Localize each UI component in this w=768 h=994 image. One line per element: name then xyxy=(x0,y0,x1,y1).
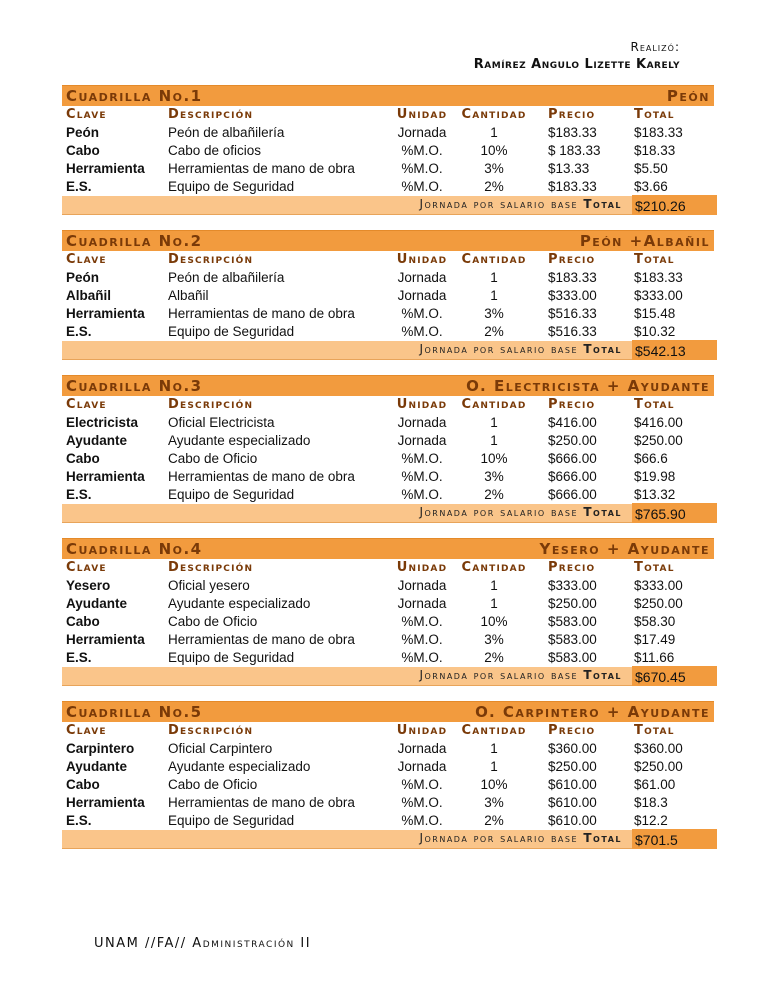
cell-total: $19.98 xyxy=(634,469,676,484)
total-word: Total xyxy=(583,831,622,845)
cell-total: $13.32 xyxy=(634,487,676,502)
col-unidad: Unidad xyxy=(396,252,448,267)
cell-total: $360.00 xyxy=(634,741,683,756)
cell-precio: $610.00 xyxy=(548,795,597,810)
cell-descripcion: Ayudante especializado xyxy=(168,759,311,774)
cell-descripcion: Peón de albañilería xyxy=(168,270,285,285)
cell-precio: $583.00 xyxy=(548,632,597,647)
cell-total: $11.66 xyxy=(634,650,675,665)
cell-unidad: %M.O. xyxy=(401,143,443,158)
cell-precio: $610.00 xyxy=(548,813,597,828)
cell-total: $250.00 xyxy=(634,759,683,774)
cell-unidad: %M.O. xyxy=(401,795,443,810)
cell-cantidad: 2% xyxy=(484,179,504,194)
cell-unidad: %M.O. xyxy=(401,632,443,647)
cell-descripcion: Equipo de Seguridad xyxy=(168,179,295,194)
cell-unidad: %M.O. xyxy=(401,487,443,502)
col-clave: Clave xyxy=(66,397,107,412)
cell-clave: Cabo xyxy=(66,777,100,792)
cell-clave: Herramienta xyxy=(66,306,145,321)
cell-clave: Herramienta xyxy=(66,469,145,484)
cell-clave: Peón xyxy=(66,125,100,140)
cell-unidad: Jornada xyxy=(397,741,447,756)
table-row xyxy=(62,794,714,812)
cell-clave: E.S. xyxy=(66,813,92,828)
cuadrilla-role: Yesero + Ayudante xyxy=(539,540,710,558)
total-word: Total xyxy=(583,342,622,356)
column-headers xyxy=(62,251,714,269)
total-label-text: Jornada por salario base xyxy=(419,831,579,845)
total-row xyxy=(62,504,714,523)
cuadrilla-header xyxy=(62,85,714,106)
cell-descripcion: Cabo de oficios xyxy=(168,143,262,158)
cuadrilla-title: Cuadrilla No.1 xyxy=(66,87,203,105)
cell-unidad: Jornada xyxy=(397,415,447,430)
total-row xyxy=(62,341,714,360)
cell-total: $250.00 xyxy=(634,433,683,448)
cell-unidad: %M.O. xyxy=(401,179,443,194)
cell-unidad: %M.O. xyxy=(401,324,443,339)
table-row xyxy=(62,432,714,450)
cell-descripcion: Oficial Electricista xyxy=(168,415,275,430)
cell-total: $416.00 xyxy=(634,415,683,430)
column-headers xyxy=(62,106,714,124)
cell-descripcion: Equipo de Seguridad xyxy=(168,650,295,665)
col-unidad: Unidad xyxy=(396,107,448,122)
table-row xyxy=(62,631,714,649)
cell-unidad: %M.O. xyxy=(401,813,443,828)
table-row xyxy=(62,287,714,305)
cell-descripcion: Equipo de Seguridad xyxy=(168,487,295,502)
col-precio: Precio xyxy=(548,560,596,575)
table-row xyxy=(62,613,714,631)
col-total: Total xyxy=(634,560,675,575)
cell-unidad: %M.O. xyxy=(401,306,443,321)
cell-cantidad: 10% xyxy=(480,451,508,466)
cell-descripcion: Cabo de Oficio xyxy=(168,777,258,792)
total-value: $542.13 xyxy=(632,340,717,360)
cell-unidad: Jornada xyxy=(397,270,447,285)
column-headers xyxy=(62,722,714,740)
col-precio: Precio xyxy=(548,723,596,738)
total-label-text: Jornada por salario base xyxy=(419,197,579,211)
cell-total: $10.32 xyxy=(634,324,676,339)
cuadrilla-title: Cuadrilla No.2 xyxy=(66,232,203,250)
cell-unidad: %M.O. xyxy=(401,777,443,792)
cell-descripcion: Ayudante especializado xyxy=(168,596,311,611)
cell-total: $15.48 xyxy=(634,306,676,321)
cell-precio: $ 183.33 xyxy=(548,143,601,158)
cell-clave: E.S. xyxy=(66,650,92,665)
cuadrilla-title: Cuadrilla No.5 xyxy=(66,703,203,721)
cell-clave: Herramienta xyxy=(66,161,145,176)
cuadrilla-title: Cuadrilla No.4 xyxy=(66,540,203,558)
cell-descripcion: Herramientas de mano de obra xyxy=(168,795,355,810)
col-precio: Precio xyxy=(548,107,596,122)
cell-clave: E.S. xyxy=(66,324,92,339)
cell-descripcion: Equipo de Seguridad xyxy=(168,813,295,828)
cell-cantidad: 3% xyxy=(484,306,504,321)
cell-clave: E.S. xyxy=(66,179,92,194)
cell-clave: Cabo xyxy=(66,143,100,158)
col-clave: Clave xyxy=(66,723,107,738)
cell-unidad: Jornada xyxy=(397,433,447,448)
cell-precio: $666.00 xyxy=(548,469,597,484)
cell-unidad: Jornada xyxy=(397,596,447,611)
table-row xyxy=(62,758,714,776)
cell-descripcion: Cabo de Oficio xyxy=(168,451,258,466)
cell-precio: $360.00 xyxy=(548,741,597,756)
cell-clave: Ayudante xyxy=(66,596,128,611)
cell-descripcion: Cabo de Oficio xyxy=(168,614,258,629)
cell-cantidad: 10% xyxy=(480,777,508,792)
total-word: Total xyxy=(583,197,622,211)
total-word: Total xyxy=(583,505,622,519)
cell-precio: $333.00 xyxy=(548,288,597,303)
cell-clave: Electricista xyxy=(66,415,139,430)
cell-cantidad: 3% xyxy=(484,795,504,810)
cell-clave: E.S. xyxy=(66,487,92,502)
table-row xyxy=(62,178,714,196)
cell-cantidad: 2% xyxy=(484,650,504,665)
cell-precio: $333.00 xyxy=(548,578,597,593)
table-row xyxy=(62,323,714,341)
table-row xyxy=(62,595,714,613)
cell-descripcion: Peón de albañilería xyxy=(168,125,285,140)
col-precio: Precio xyxy=(548,252,596,267)
cell-clave: Cabo xyxy=(66,451,100,466)
cell-total: $3.66 xyxy=(634,179,668,194)
cell-cantidad: 2% xyxy=(484,813,504,828)
table-row xyxy=(62,124,714,142)
cell-precio: $610.00 xyxy=(548,777,597,792)
cell-total: $66.6 xyxy=(634,451,668,466)
table-row xyxy=(62,269,714,287)
cell-unidad: Jornada xyxy=(397,578,447,593)
cell-descripcion: Oficial yesero xyxy=(168,578,250,593)
footer-text: UNAM //FA// Administración II xyxy=(94,936,312,951)
table-row xyxy=(62,414,714,432)
cell-clave: Cabo xyxy=(66,614,100,629)
cell-clave: Peón xyxy=(66,270,100,285)
cuadrilla-header xyxy=(62,230,714,251)
author-name: Ramírez Angulo Lizette Karely xyxy=(473,57,680,72)
cuadrilla-block xyxy=(62,538,714,686)
column-headers xyxy=(62,559,714,577)
col-cantidad: Cantidad xyxy=(461,723,527,738)
col-cantidad: Cantidad xyxy=(461,252,527,267)
cell-descripcion: Herramientas de mano de obra xyxy=(168,306,355,321)
cell-clave: Yesero xyxy=(66,578,111,593)
total-row xyxy=(62,830,714,849)
cell-cantidad: 10% xyxy=(480,614,508,629)
col-descripcion: Descripción xyxy=(168,397,254,412)
cuadrilla-role: Peón +Albañil xyxy=(579,232,710,250)
cell-total: $333.00 xyxy=(634,578,683,593)
cell-cantidad: 3% xyxy=(484,632,504,647)
col-descripcion: Descripción xyxy=(168,107,254,122)
cell-cantidad: 1 xyxy=(490,741,498,756)
cell-descripcion: Equipo de Seguridad xyxy=(168,324,295,339)
table-row xyxy=(62,812,714,830)
cell-total: $250.00 xyxy=(634,596,683,611)
cuadrilla-block xyxy=(62,230,714,360)
col-total: Total xyxy=(634,107,675,122)
col-total: Total xyxy=(634,723,675,738)
col-descripcion: Descripción xyxy=(168,723,254,738)
cell-total: $58.30 xyxy=(634,614,676,629)
cell-descripcion: Ayudante especializado xyxy=(168,433,311,448)
total-label xyxy=(419,505,622,519)
table-row xyxy=(62,160,714,178)
cell-total: $18.33 xyxy=(634,143,676,158)
cell-cantidad: 1 xyxy=(490,288,498,303)
cuadrilla-header xyxy=(62,538,714,559)
cell-clave: Carpintero xyxy=(66,741,135,756)
total-value: $765.90 xyxy=(632,503,717,523)
cell-unidad: %M.O. xyxy=(401,469,443,484)
table-row xyxy=(62,740,714,758)
cell-precio: $583.00 xyxy=(548,650,597,665)
cell-descripcion: Oficial Carpintero xyxy=(168,741,273,756)
total-value: $210.26 xyxy=(632,195,717,215)
cell-cantidad: 1 xyxy=(490,596,498,611)
cuadrilla-block xyxy=(62,701,714,849)
table-row xyxy=(62,468,714,486)
cuadrilla-role: O. Carpintero + Ayudante xyxy=(475,703,710,721)
cell-cantidad: 1 xyxy=(490,759,498,774)
col-descripcion: Descripción xyxy=(168,252,254,267)
table-row xyxy=(62,776,714,794)
cell-precio: $516.33 xyxy=(548,306,597,321)
cell-unidad: Jornada xyxy=(397,125,447,140)
total-word: Total xyxy=(583,668,622,682)
col-unidad: Unidad xyxy=(396,397,448,412)
col-unidad: Unidad xyxy=(396,723,448,738)
total-label xyxy=(419,342,622,356)
author-label: Realizó: xyxy=(630,40,680,54)
col-descripcion: Descripción xyxy=(168,560,254,575)
cell-unidad: %M.O. xyxy=(401,161,443,176)
total-label xyxy=(419,831,622,845)
cell-cantidad: 1 xyxy=(490,270,498,285)
cell-total: $17.49 xyxy=(634,632,676,647)
cell-unidad: Jornada xyxy=(397,759,447,774)
cell-unidad: %M.O. xyxy=(401,451,443,466)
total-label xyxy=(419,197,622,211)
cell-precio: $516.33 xyxy=(548,324,597,339)
cell-cantidad: 1 xyxy=(490,433,498,448)
col-clave: Clave xyxy=(66,560,107,575)
col-cantidad: Cantidad xyxy=(461,107,527,122)
cuadrilla-block xyxy=(62,85,714,215)
cell-total: $61.00 xyxy=(634,777,676,792)
col-cantidad: Cantidad xyxy=(461,560,527,575)
cuadrilla-header xyxy=(62,375,714,396)
col-total: Total xyxy=(634,252,675,267)
total-label xyxy=(419,668,622,682)
total-label-text: Jornada por salario base xyxy=(419,505,579,519)
table-row xyxy=(62,486,714,504)
cell-total: $12.2 xyxy=(634,813,668,828)
cell-total: $5.50 xyxy=(634,161,668,176)
column-headers xyxy=(62,396,714,414)
cell-clave: Albañil xyxy=(66,288,112,303)
cell-precio: $13.33 xyxy=(548,161,590,176)
cell-unidad: %M.O. xyxy=(401,650,443,665)
col-precio: Precio xyxy=(548,397,596,412)
total-value: $670.45 xyxy=(632,666,717,686)
cell-precio: $250.00 xyxy=(548,759,597,774)
cell-cantidad: 3% xyxy=(484,161,504,176)
cuadrilla-role: O. Electricista + Ayudante xyxy=(466,377,710,395)
cell-cantidad: 3% xyxy=(484,469,504,484)
table-row xyxy=(62,450,714,468)
col-clave: Clave xyxy=(66,252,107,267)
cell-precio: $183.33 xyxy=(548,270,597,285)
cell-total: $183.33 xyxy=(634,125,683,140)
cell-precio: $183.33 xyxy=(548,179,597,194)
cuadrilla-title: Cuadrilla No.3 xyxy=(66,377,203,395)
cell-descripcion: Albañil xyxy=(168,288,209,303)
cell-precio: $183.33 xyxy=(548,125,597,140)
total-value: $701.5 xyxy=(632,829,717,849)
table-row xyxy=(62,577,714,595)
table-row xyxy=(62,142,714,160)
total-row xyxy=(62,667,714,686)
cell-total: $183.33 xyxy=(634,270,683,285)
cell-cantidad: 2% xyxy=(484,487,504,502)
cell-precio: $250.00 xyxy=(548,433,597,448)
table-row xyxy=(62,649,714,667)
cell-unidad: %M.O. xyxy=(401,614,443,629)
cell-precio: $416.00 xyxy=(548,415,597,430)
cell-clave: Herramienta xyxy=(66,795,145,810)
cell-unidad: Jornada xyxy=(397,288,447,303)
cell-clave: Herramienta xyxy=(66,632,145,647)
cell-descripcion: Herramientas de mano de obra xyxy=(168,632,355,647)
total-label-text: Jornada por salario base xyxy=(419,668,579,682)
cell-total: $333.00 xyxy=(634,288,683,303)
cell-descripcion: Herramientas de mano de obra xyxy=(168,469,355,484)
total-row xyxy=(62,196,714,215)
cell-precio: $583.00 xyxy=(548,614,597,629)
cell-cantidad: 2% xyxy=(484,324,504,339)
col-total: Total xyxy=(634,397,675,412)
col-unidad: Unidad xyxy=(396,560,448,575)
cuadrilla-block xyxy=(62,375,714,523)
cell-total: $18.3 xyxy=(634,795,668,810)
col-clave: Clave xyxy=(66,107,107,122)
cell-precio: $666.00 xyxy=(548,487,597,502)
cuadrilla-header xyxy=(62,701,714,722)
cell-cantidad: 1 xyxy=(490,125,498,140)
cell-descripcion: Herramientas de mano de obra xyxy=(168,161,355,176)
cell-clave: Ayudante xyxy=(66,759,128,774)
col-cantidad: Cantidad xyxy=(461,397,527,412)
cell-cantidad: 1 xyxy=(490,578,498,593)
cell-cantidad: 10% xyxy=(480,143,508,158)
cell-cantidad: 1 xyxy=(490,415,498,430)
cell-precio: $250.00 xyxy=(548,596,597,611)
table-row xyxy=(62,305,714,323)
cell-clave: Ayudante xyxy=(66,433,128,448)
cell-precio: $666.00 xyxy=(548,451,597,466)
cuadrilla-role: Peón xyxy=(666,87,710,105)
total-label-text: Jornada por salario base xyxy=(419,342,579,356)
